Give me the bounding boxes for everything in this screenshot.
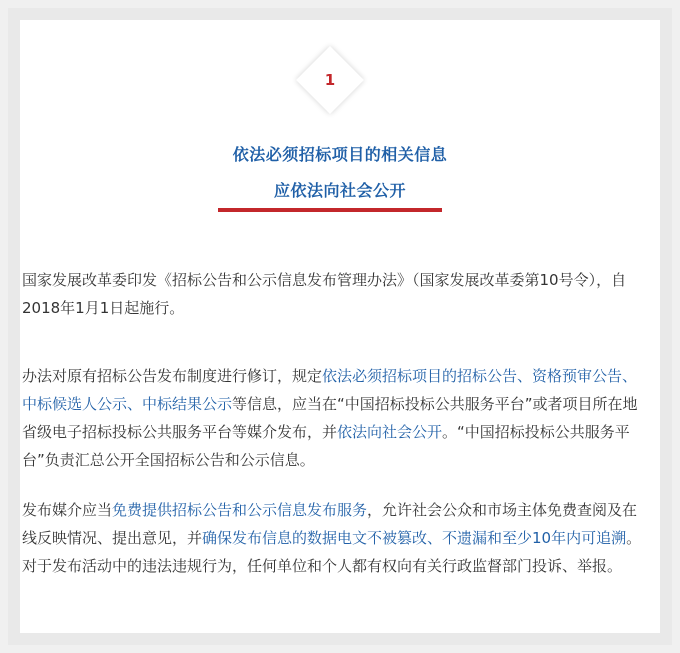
paragraph-3	[22, 496, 646, 580]
paragraph-3-highlight-b: 确保发布信息的数据电文不被篡改、不遗漏和至少10年内可追溯	[202, 529, 627, 547]
paragraph-1-text: 国家发展改革委印发《招标公告和公示信息发布管理办法》（国家发展改革委第10号令），自2018年1月1日起施行。	[22, 271, 627, 317]
heading-underline	[218, 208, 442, 212]
section-number: 1	[324, 71, 336, 89]
paragraph-2-text-c: 。“中国招标投标公共服务平台”负责汇总公开全国招标公告和公示信息。	[22, 423, 630, 469]
section-heading-line-2: 应依法向社会公开	[273, 181, 406, 200]
paragraph-2-highlight-a: 依法必须招标项目的招标公告、资格预审公告、中标候选人公示、中标结果公示	[22, 367, 638, 413]
paragraph-2-text-b: 等信息，应当在“中国招标投标公共服务平台”或者项目所在地省级电子招标投标公共服务平台等媒介发布，并	[22, 395, 638, 441]
section-heading-line-1: 依法必须招标项目的相关信息	[232, 145, 448, 164]
paragraph-2-text-a: 办法对原有招标公告发布制度进行修订，规定	[22, 367, 323, 385]
paragraph-2	[22, 362, 646, 474]
paragraph-3-text-a: 发布媒介应当	[22, 501, 113, 519]
paragraph-3-text-b: ，允许社会公众和市场主体免费查阅及在线反映情况、提出意见，并	[22, 501, 638, 547]
paragraph-3-text-c: 。对于发布活动中的违法违规行为，任何单位和个人都有权向有关行政监督部门投诉、举报。	[22, 529, 642, 575]
paragraph-3-highlight-a: 免费提供招标公告和公示信息发布服务	[112, 501, 368, 519]
paragraph-2-highlight-b: 依法向社会公开	[337, 423, 443, 441]
paragraph-1	[22, 266, 646, 322]
